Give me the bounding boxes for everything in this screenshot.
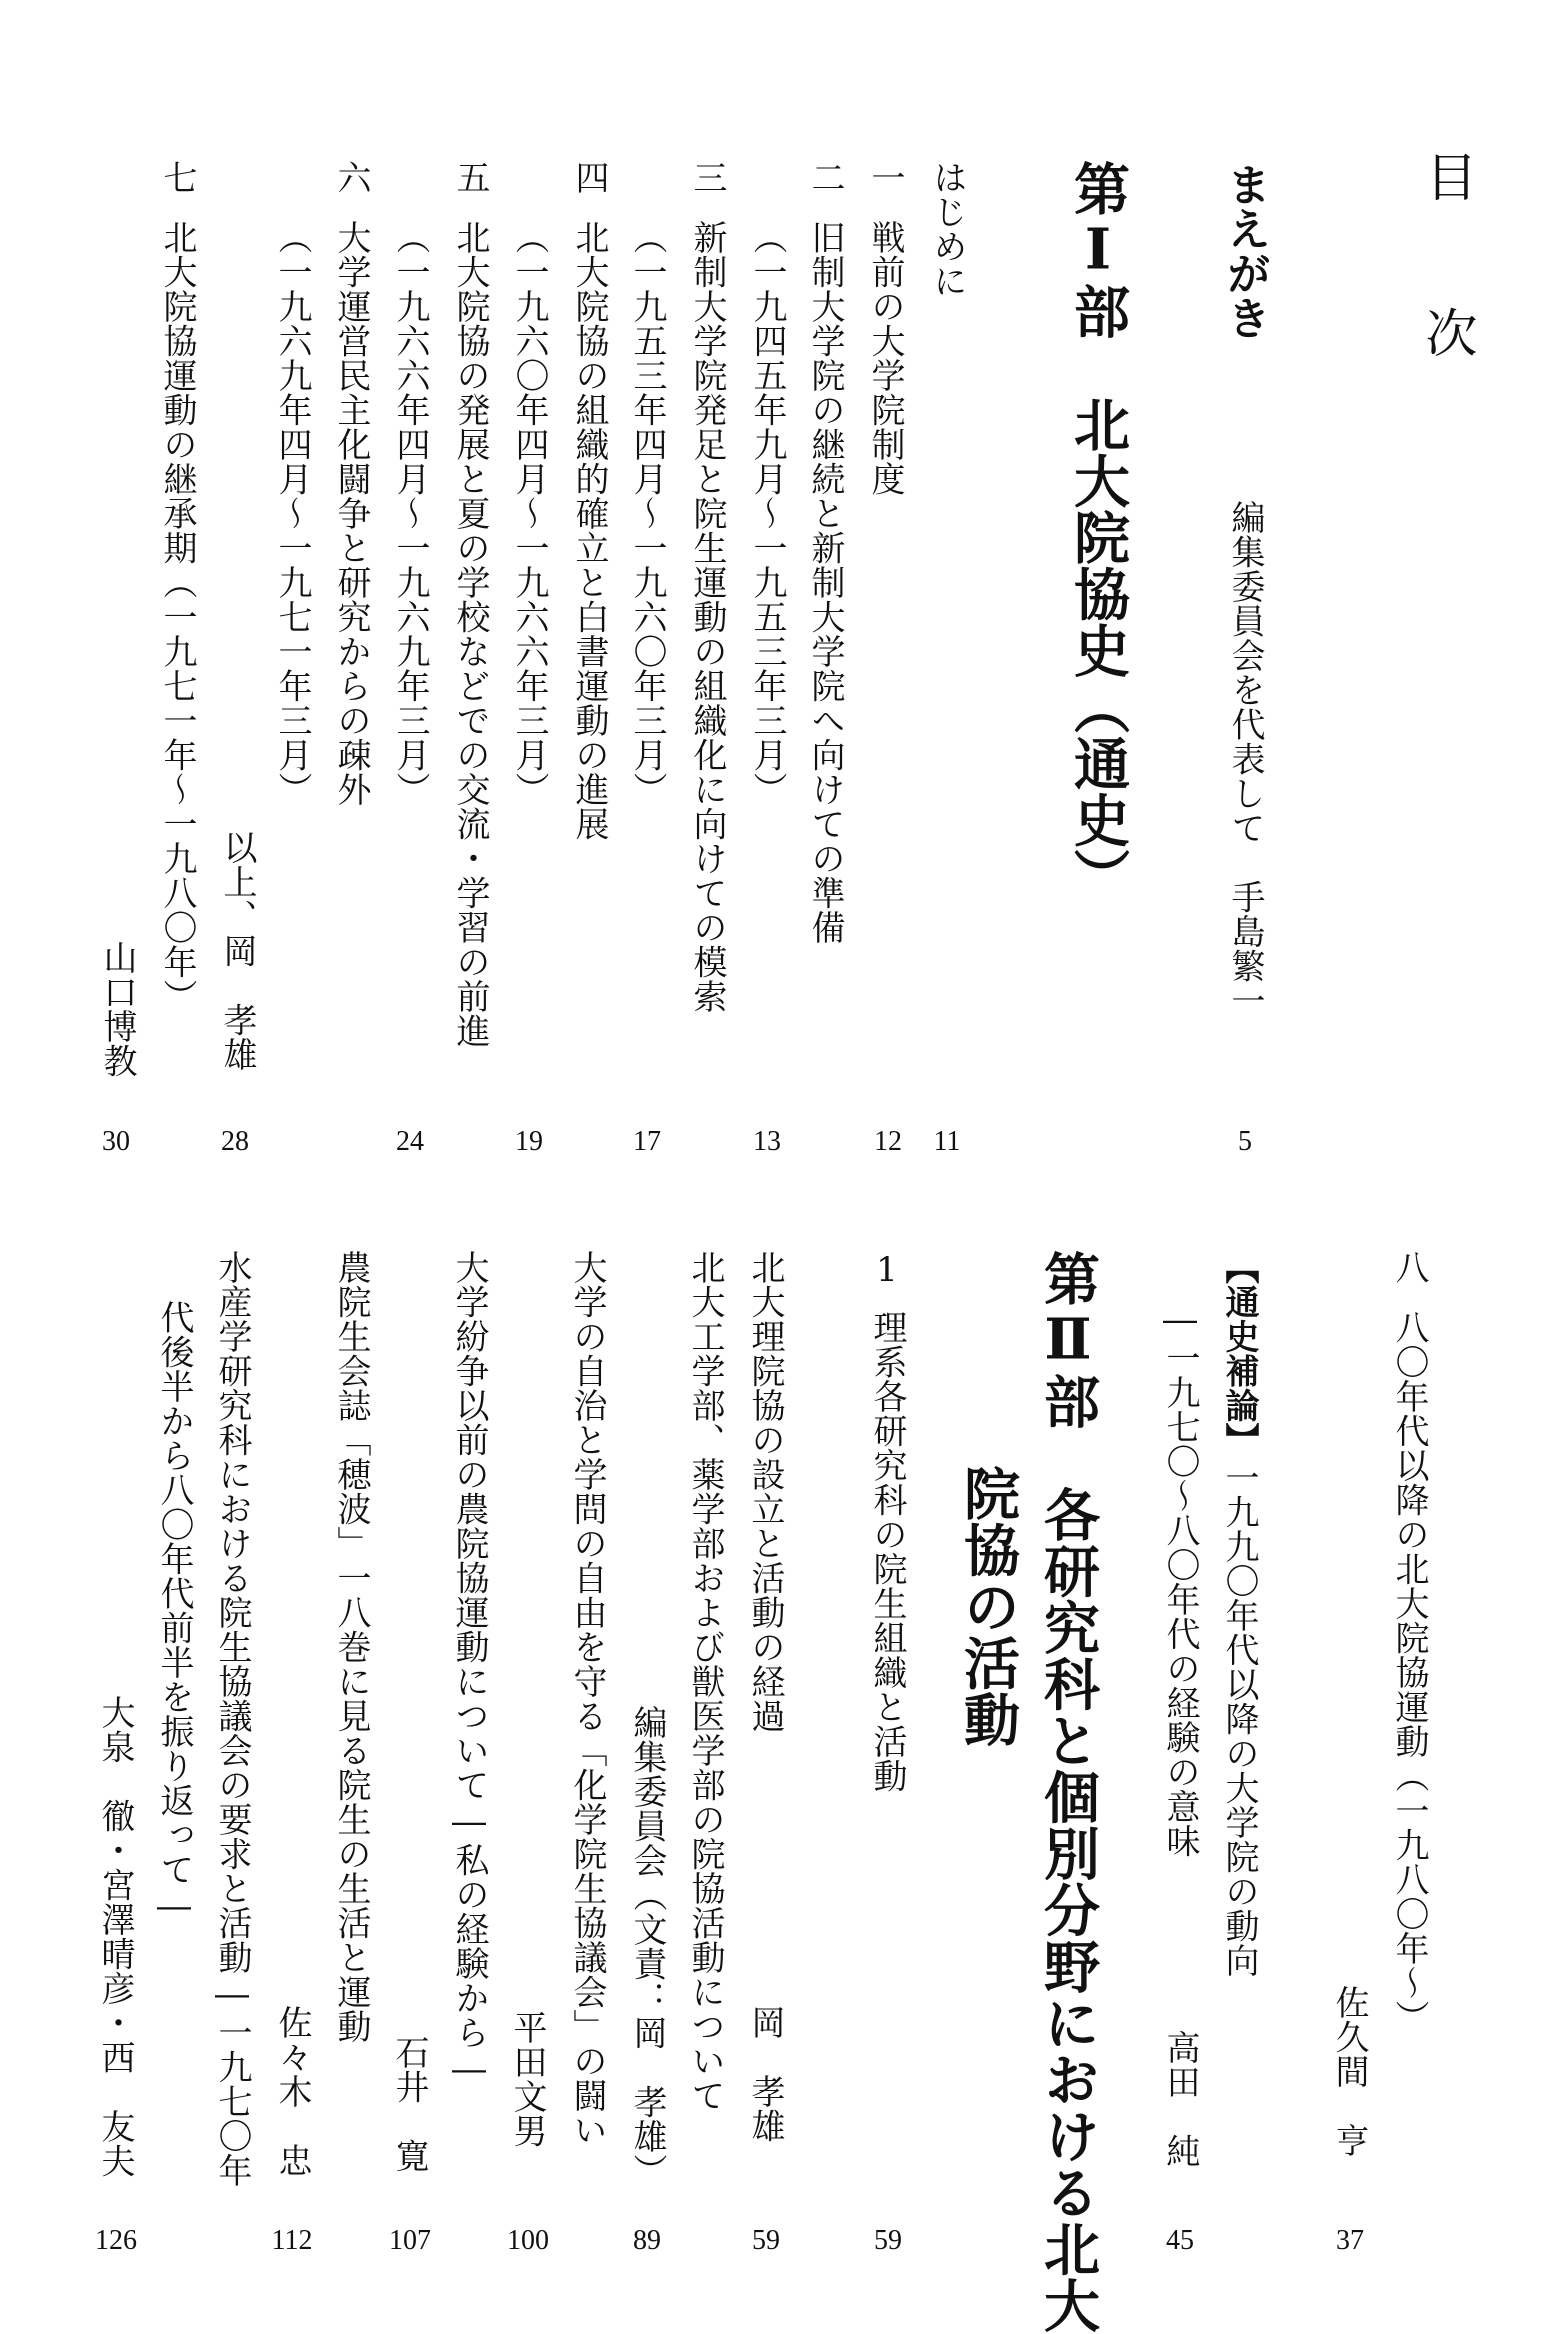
maegaki-author: 編集委員会を代表して 手島繁一 <box>1225 500 1265 1018</box>
item-6-title-cont: 代後半から八〇年代前半を振り返って― <box>154 1300 194 1927</box>
maegaki-heading: まえがき <box>1219 162 1270 340</box>
chapter-4-number: 四 <box>569 160 609 195</box>
hoson-author: 高田 純 <box>1160 2030 1200 2168</box>
page-num-ch2: 13 <box>753 1126 781 1157</box>
section-1-number: 1 <box>867 1250 907 1291</box>
item-4-title: 大学紛争以前の農院協運動について―私の経験から― <box>449 1250 489 2090</box>
chapter-1-number: 一 <box>865 160 905 195</box>
page-num-hoson: 45 <box>1166 2225 1194 2256</box>
page-num-ch7: 30 <box>102 1126 130 1157</box>
item-3-author: 平田文男 <box>507 2010 547 2148</box>
item-4-author: 石井 寛 <box>389 2035 429 2173</box>
chapter-5-title: 北大院協の発展と夏の学校などでの交流・学習の前進 <box>450 220 490 1048</box>
page-num-item-4: 107 <box>389 2225 431 2256</box>
item-2-title: 北大工学部、薬学部および獣医学部の院協活動について <box>685 1250 725 2113</box>
chapter-7-title: 北大院協運動の継承期（一九七一年〜一九八〇年） <box>157 220 197 1014</box>
chapter-2-title: 旧制大学院の継続と新制大学院へ向けての準備 <box>805 220 845 945</box>
chapter-3-title: 新制大学院発足と院生運動の組織化に向けての模索 <box>687 220 727 1014</box>
hajimeni-label: はじめに <box>927 160 967 298</box>
item-2-author: 編集委員会（文責：岡 孝雄） <box>627 1705 667 2188</box>
chapter-1-title: 戦前の大学院制度 <box>865 220 905 496</box>
item-5-title: 農院生会誌「穂波」一八巻に見る院生の生活と運動 <box>331 1250 371 2044</box>
part1-heading: 第Ⅰ部 北大院協史（通史） <box>1065 160 1131 905</box>
page-num-ch6: 28 <box>221 1126 249 1157</box>
page-num-item-1: 59 <box>752 2225 780 2256</box>
chapter-6-author: 以上、岡 孝雄 <box>217 830 257 1072</box>
page-num-item-2: 89 <box>633 2225 661 2256</box>
page-num-sec1: 59 <box>874 2225 902 2256</box>
chapter-6-period: （一九六九年四月〜一九七一年三月） <box>272 220 312 807</box>
hoson-title: 一九九〇年代以降の大学院の動向 <box>1219 1460 1259 1978</box>
hoson-label: 【通史補論】 <box>1219 1250 1259 1457</box>
page-num-item-6: 126 <box>95 2225 137 2256</box>
chapter-8-title: 八〇年代以降の北大院協運動（一九八〇年〜） <box>1389 1310 1429 2035</box>
part2-heading-line2: 院協の活動 <box>955 1465 1021 1748</box>
chapter-4-period: （一九六〇年四月〜一九六六年三月） <box>509 220 549 807</box>
chapter-6-number: 六 <box>331 160 371 195</box>
item-6-author: 大泉 徹・宮澤晴彦・西 友夫 <box>95 1695 135 2178</box>
chapter-7-number: 七 <box>157 160 197 195</box>
chapter-5-period: （一九六六年四月〜一九六九年三月） <box>390 220 430 807</box>
page-num-item-5: 112 <box>271 2225 313 2256</box>
page-num-ch8: 37 <box>1336 2225 1364 2256</box>
hoson-subtitle: ―一九七〇〜八〇年代の経験の意味 <box>1160 1300 1200 1858</box>
item-5-author: 佐々木 忠 <box>272 2005 312 2178</box>
page-num-maegaki: 5 <box>1238 1126 1252 1157</box>
chapter-8-author: 佐久間 亨 <box>1329 1985 1369 2158</box>
item-1-author: 岡 孝雄 <box>745 2005 785 2143</box>
page-num-item-3: 100 <box>507 2225 549 2256</box>
section-1-title: 理系各研究科の院生組織と活動 <box>867 1310 907 1793</box>
chapter-7-author: 山口博教 <box>97 940 137 1078</box>
item-3-title: 大学の自治と学問の自由を守る「化学院生協議会」の闘い <box>567 1250 607 2147</box>
page-num-ch1: 12 <box>874 1126 902 1157</box>
part2-heading-line1: 第Ⅱ部 各研究科と個別分野における北大 <box>1035 1250 1101 2334</box>
chapter-3-period: （一九五三年四月〜一九六〇年三月） <box>627 220 667 807</box>
page-num-ch5: 24 <box>396 1126 424 1157</box>
chapter-3-number: 三 <box>687 160 727 195</box>
item-1-title: 北大理院協の設立と活動の経過 <box>745 1250 785 1733</box>
chapter-2-period: （一九四五年九月〜一九五三年三月） <box>747 220 787 807</box>
page-num-hajimeni: 11 <box>933 1126 961 1157</box>
chapter-6-title: 大学運営民主化闘争と研究からの疎外 <box>331 220 371 807</box>
chapter-4-title: 北大院協の組織的確立と白書運動の進展 <box>569 220 609 841</box>
page-num-ch4: 19 <box>515 1126 543 1157</box>
page-num-ch3: 17 <box>633 1126 661 1157</box>
chapter-5-number: 五 <box>450 160 490 195</box>
chapter-2-number: 二 <box>805 160 845 195</box>
page-title: 目 次 <box>1416 150 1476 384</box>
item-6-title: 水産学研究科における院生協議会の要求と活動―一九七〇年 <box>212 1250 252 2188</box>
chapter-8-number: 八 <box>1389 1250 1429 1285</box>
